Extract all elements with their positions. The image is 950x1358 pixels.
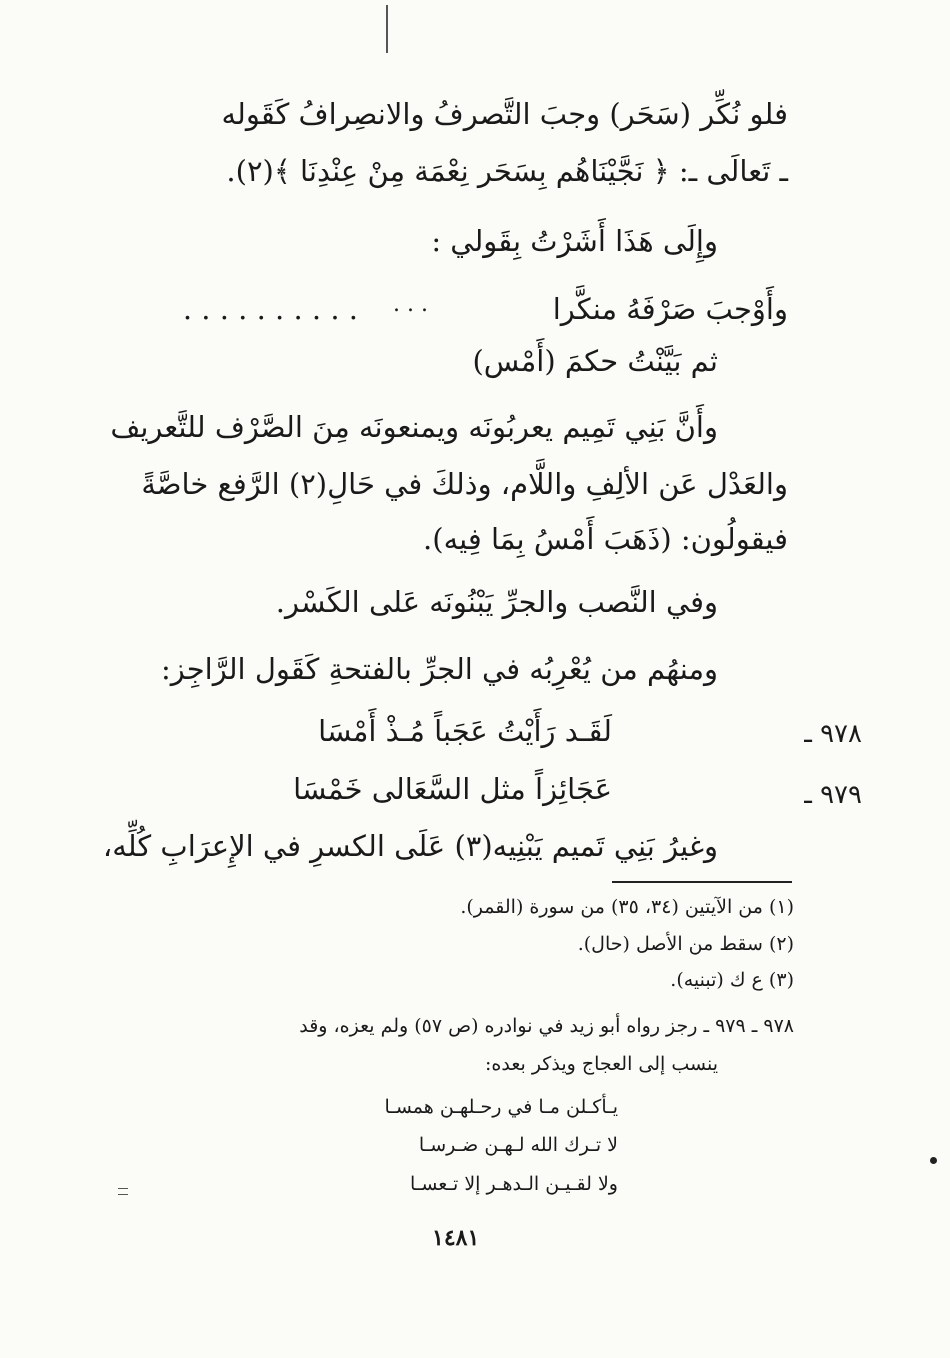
- footnote-separator: [612, 881, 792, 883]
- poem-number-979: ٩٧٩ ـ: [804, 780, 862, 810]
- text-line-6: والعَدْل عَن الألِفِ واللَّام، وذلكَ في حَالِ(٢) الرَّفع خاصَّةً: [141, 467, 788, 501]
- text-line-5: وأَنَّ بَنِي تَمِيم يعربُونَه ويمنعونَه مِنَ الصَّرْف للتَّعريف: [110, 410, 718, 444]
- text-line-8: وفي النَّصب والجرِّ يَبْنُونَه عَلى الكَسْر.: [275, 585, 718, 619]
- poem-line-978: لَقَـد رَأَيْتُ عَجَباً مُـذْ أَمْسَا: [318, 714, 612, 748]
- poem-line-979: عَجَائِزاً مثل السَّعَالى خَمْسَا: [293, 772, 612, 806]
- margin-dot: [930, 1157, 937, 1164]
- footnote-poem-line-2: لا تـرك الله لـهـن ضـرسـا: [418, 1134, 618, 1156]
- page-number: ١٤٨١: [432, 1225, 480, 1251]
- text-line-4: ثم بَيَّنْتُ حكمَ (أَمْس): [472, 344, 718, 378]
- poem-number-978: ٩٧٨ ـ: [804, 719, 862, 749]
- footnote-poem-line-1: يـأكـلن مـا في رحـلهـن همسـا: [384, 1096, 618, 1118]
- verse-dots-short: . . .: [393, 292, 428, 317]
- top-rule: [386, 5, 388, 53]
- text-line-7: فيقولُون: (ذَهَبَ أَمْسُ بِمَا فِيه).: [423, 522, 788, 556]
- text-line-1: فلو نُكِّر (سَحَر) وجبَ التَّصرفُ والانصِرافُ كَقَوله: [221, 97, 788, 131]
- footnote-4: ٩٧٨ ـ ٩٧٩ ـ رجز رواه أبو زيد في نوادره (ص ٥٧) ولم يعزه، وقد: [299, 1015, 794, 1037]
- footnote-4-cont: ينسب إلى العجاج ويذكر بعده:: [485, 1053, 718, 1075]
- footnote-3: (٣) ع ك (تبنيه).: [670, 969, 794, 991]
- margin-mark: [118, 1188, 128, 1195]
- text-line-2: ـ تَعالَى ـ: ﴿ نَجَّيْنَاهُم بِسَحَر نِعْمَة مِنْ عِنْدِنَا ﴾(٢).: [226, 154, 788, 188]
- verse-dots-right: . . . . . . . . . .: [182, 292, 358, 326]
- footnote-1: (١) من الآيتين (٣٤، ٣٥) من سورة (القمر).: [460, 896, 794, 918]
- text-line-10: وغيرُ بَنِي تَميم يَبْنِيه(٣) عَلَى الكسرِ في الإِعرَابِ كُلِّه،: [102, 829, 718, 863]
- text-line-9: ومنهُم من يُعْرِبُه في الجرِّ بالفتحةِ كَقَول الرَّاجِز:: [160, 652, 718, 686]
- footnote-2: (٢) سقط من الأصل (حال).: [577, 933, 794, 955]
- verse-text: وأَوْجبَ صَرْفَهُ منكَّرا: [552, 292, 788, 326]
- text-line-3: وإِلَى هَذَا أَشَرْتُ بِقَولي :: [431, 224, 718, 258]
- footnote-poem-line-3: ولا لقـيـن الـدهـر إلا تـعسـا: [409, 1173, 618, 1195]
